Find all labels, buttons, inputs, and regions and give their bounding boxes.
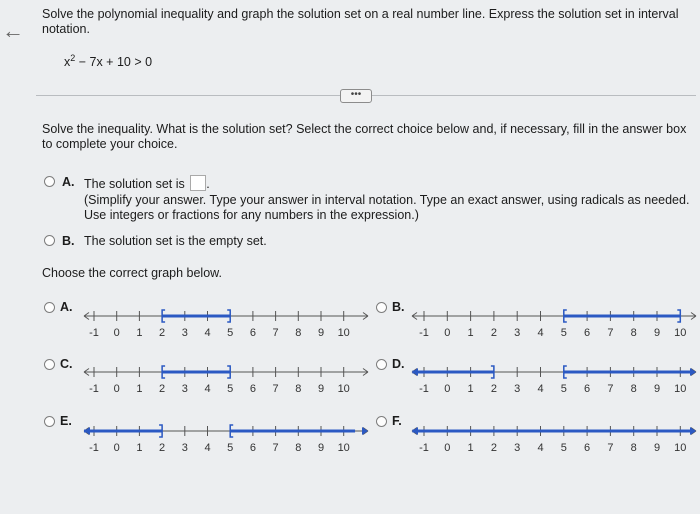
tick-label: 1: [136, 327, 143, 339]
tick-label: 5: [227, 327, 234, 339]
tick-label: 5: [560, 442, 567, 454]
tick-label: 3: [181, 383, 188, 395]
tick-label: 2: [159, 327, 166, 339]
tick-label: 2: [490, 327, 497, 339]
graph-c-letter: C.: [60, 357, 73, 371]
tick-label: 0: [113, 383, 120, 395]
tick-label: 0: [444, 327, 451, 339]
tick-label: 10: [674, 383, 687, 395]
tick-label: -1: [89, 442, 99, 454]
graph-a-number-line[interactable]: [82, 306, 372, 342]
tick-label: 8: [630, 327, 637, 339]
graph-d-letter: D.: [392, 357, 405, 371]
tick-label: 4: [537, 327, 544, 339]
tick-label: 0: [444, 383, 451, 395]
graph-e-number-line[interactable]: [82, 421, 372, 457]
tick-label: 0: [113, 442, 120, 454]
choice-a-letter: A.: [62, 175, 75, 189]
tick-label: 4: [204, 383, 211, 395]
tick-label: 3: [181, 327, 188, 339]
graph-a-radio[interactable]: [44, 302, 55, 313]
graph-b-radio[interactable]: [376, 302, 387, 313]
tick-label: -1: [89, 383, 99, 395]
graph-f-number-line[interactable]: [410, 421, 700, 457]
tick-label: 9: [653, 383, 661, 395]
tick-label: 7: [607, 442, 614, 454]
tick-label: 8: [630, 442, 637, 454]
more-button[interactable]: •••: [340, 89, 372, 103]
graph-c-radio[interactable]: [44, 359, 55, 370]
tick-label: 4: [537, 442, 544, 454]
tick-label: 6: [249, 327, 256, 339]
tick-label: -1: [89, 327, 99, 339]
graph-f-letter: F.: [392, 414, 402, 428]
tick-label: 6: [249, 442, 256, 454]
back-arrow-icon[interactable]: ←: [2, 18, 24, 43]
tick-label: 5: [227, 383, 234, 395]
tick-label: 9: [317, 383, 325, 395]
answer-input-box[interactable]: [190, 175, 206, 191]
tick-label: 5: [560, 327, 567, 339]
tick-label: 1: [467, 383, 474, 395]
tick-label: 7: [607, 383, 614, 395]
tick-label: 1: [467, 442, 474, 454]
segment-arrow: [362, 427, 368, 435]
tick-label: 3: [514, 383, 521, 395]
tick-label: -1: [419, 327, 429, 339]
tick-label: 9: [317, 327, 325, 339]
tick-label: 3: [514, 327, 521, 339]
tick-label: 3: [181, 442, 188, 454]
choice-a-label: The solution set is: [84, 177, 185, 191]
tick-label: 10: [337, 383, 350, 395]
graph-d-radio[interactable]: [376, 359, 387, 370]
tick-label: -1: [419, 442, 429, 454]
tick-label: 1: [136, 442, 143, 454]
graph-b-letter: B.: [392, 300, 405, 314]
graph-prompt: Choose the correct graph below.: [42, 266, 222, 280]
problem-statement: Solve the polynomial inequality and graph the solution set on a real number line. Express the solution set in interval notation.: [42, 7, 679, 36]
tick-label: 5: [560, 383, 567, 395]
tick-label: 10: [337, 442, 350, 454]
tick-label: 5: [227, 442, 234, 454]
segment-arrow: [690, 368, 696, 376]
graph-c-number-line[interactable]: [82, 362, 372, 398]
tick-label: 6: [249, 383, 256, 395]
tick-label: 7: [272, 442, 279, 454]
choice-a-radio[interactable]: [44, 176, 55, 187]
graph-b-number-line[interactable]: [410, 306, 700, 342]
tick-label: 4: [204, 442, 211, 454]
choice-a-text: The solution set is .: [84, 177, 210, 191]
segment-arrow: [690, 427, 696, 435]
eq-base: x: [64, 55, 71, 70]
choice-b-letter: B.: [62, 234, 75, 248]
tick-label: 9: [317, 442, 325, 454]
tick-label: 1: [136, 383, 143, 395]
tick-label: 10: [337, 327, 350, 339]
graph-e-radio[interactable]: [44, 416, 55, 427]
choice-b-radio[interactable]: [44, 235, 55, 246]
tick-label: 9: [653, 327, 661, 339]
inequality-expression: [64, 53, 152, 69]
tick-label: 10: [674, 327, 687, 339]
eq-rest: − 7x + 10 > 0: [75, 55, 153, 70]
question-instructions: Solve the inequality. What is the solution set? Select the correct choice below and, if necessary, fill in the answer box to complete your choice.: [42, 122, 687, 151]
tick-label: 8: [630, 383, 637, 395]
tick-label: 2: [490, 383, 497, 395]
tick-label: 4: [204, 327, 211, 339]
tick-label: 8: [295, 442, 302, 454]
tick-label: 7: [607, 327, 614, 339]
tick-label: 8: [295, 383, 302, 395]
tick-label: -1: [419, 383, 429, 395]
tick-label: 4: [537, 383, 544, 395]
tick-label: 7: [272, 383, 279, 395]
tick-label: 3: [514, 442, 521, 454]
tick-label: 1: [467, 327, 474, 339]
tick-label: 10: [674, 442, 687, 454]
tick-label: 2: [159, 383, 166, 395]
graph-e-letter: E.: [60, 414, 72, 428]
graph-a-letter: A.: [60, 300, 73, 314]
tick-label: 0: [113, 327, 120, 339]
graph-f-radio[interactable]: [376, 416, 387, 427]
tick-label: 7: [272, 327, 279, 339]
tick-label: 6: [584, 442, 591, 454]
tick-label: 6: [584, 383, 591, 395]
tick-label: 9: [653, 442, 661, 454]
answer-hint: (Simplify your answer. Type your answer in interval notation. Type an exact answer, using radicals as needed. Use integers or fractions for any numbers in the expression.): [84, 193, 690, 222]
choice-b-text: The solution set is the empty set.: [84, 234, 267, 248]
tick-label: 0: [444, 442, 451, 454]
eq-exponent: 2: [70, 53, 76, 63]
tick-label: 6: [584, 327, 591, 339]
segment-arrow: [84, 427, 90, 435]
tick-label: 2: [159, 442, 166, 454]
tick-label: 8: [295, 327, 302, 339]
graph-d-number-line[interactable]: [410, 362, 700, 398]
segment-arrow: [412, 427, 418, 435]
tick-label: 2: [490, 442, 497, 454]
segment-arrow: [412, 368, 418, 376]
